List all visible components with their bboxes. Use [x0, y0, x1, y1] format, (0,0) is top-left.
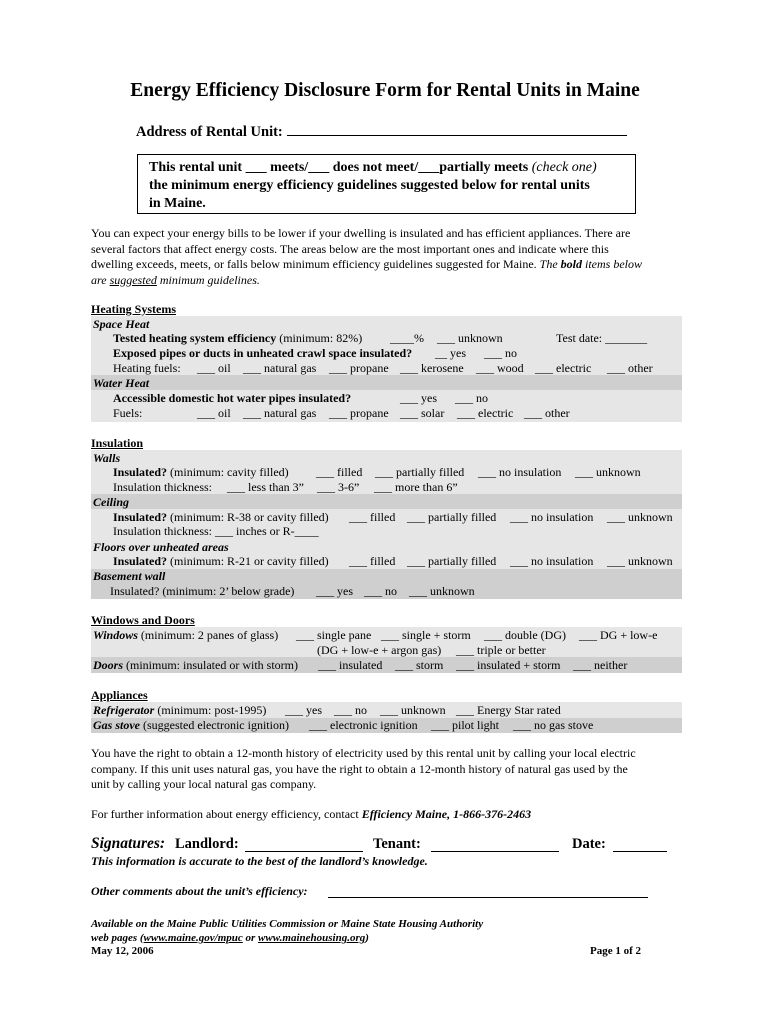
tested-efficiency-row: Tested heating system efficiency (minimum: 82%): [113, 331, 363, 345]
heating-header: Heating Systems: [91, 302, 176, 316]
gas-stove-row: Gas stove (suggested electronic ignition): [93, 718, 289, 732]
floors-label: Floors over unheated areas: [93, 540, 229, 554]
form-title: Energy Efficiency Disclosure Form for Rental Units in Maine: [130, 80, 640, 101]
water-heat-band: [91, 375, 682, 390]
fuel-kerosene[interactable]: ___ kerosene: [400, 361, 464, 375]
water-heat-label: Water Heat: [93, 376, 150, 390]
contact-line: For further information about energy efficiency, contact Efficiency Maine, 1-866-376-2463: [91, 807, 532, 821]
tenant-label: Tenant:: [373, 836, 421, 852]
comments-field[interactable]: [328, 884, 648, 898]
walls-insulated-row: Insulated? (minimum: cavity filled): [113, 465, 289, 479]
footer-web-pages: web pages (www.maine.gov/mpuc or www.mainehousing.org): [91, 932, 369, 944]
rights-paragraph: You have the right to obtain a 12-month history of electricity used by this rental unit by calling your local electric company. If this unit uses natural gas, you have the right to obtain a 12-month history of natural gas used by the unit by calling your local natural gas company.: [91, 746, 636, 791]
thick-more-6[interactable]: ___ more than 6”: [374, 480, 458, 494]
intro-paragraph: You can expect your energy bills to be lower if your dwelling is insulated and has efficient appliances. There are several factors that affect energy costs. The areas below are the most important ones and indicate where this dwelling exceeds, meets, or falls below minimum efficiency guidelines suggested for Maine. The bold items below are suggested minimum guidelines.: [91, 226, 643, 287]
heating-fuels-label: Heating fuels:: [113, 361, 181, 375]
floor-partially-filled[interactable]: ___ partially filled: [407, 554, 497, 568]
ceiling-band: [91, 494, 682, 509]
compliance-line-3: in Maine.: [149, 196, 206, 211]
tenant-signature-field[interactable]: [431, 838, 559, 852]
fridge-yes[interactable]: ___ yes: [285, 703, 322, 717]
basement-label: Basement wall: [93, 569, 166, 583]
water-fuels-label: Fuels:: [113, 406, 143, 420]
door-storm[interactable]: ___ storm: [395, 658, 444, 672]
ceil-partially-filled[interactable]: ___ partially filled: [407, 510, 497, 524]
door-insulated[interactable]: ___ insulated: [318, 658, 383, 672]
appliances-header: Appliances: [91, 688, 148, 702]
win-triple[interactable]: ___ triple or better: [456, 643, 546, 657]
fridge-energy-star[interactable]: ___ Energy Star rated: [456, 703, 561, 717]
wfuel-solar[interactable]: ___ solar: [400, 406, 445, 420]
door-insulated-storm[interactable]: ___ insulated + storm: [456, 658, 561, 672]
accuracy-statement: This information is accurate to the best of the landlord’s knowledge.: [91, 854, 428, 868]
wfuel-propane[interactable]: ___ propane: [329, 406, 389, 420]
gas-pilot[interactable]: ___ pilot light: [431, 718, 500, 732]
wfuel-electric[interactable]: ___ electric: [457, 406, 514, 420]
check-one-note: (check one): [528, 160, 597, 175]
fridge-no[interactable]: ___ no: [334, 703, 367, 717]
win-dg-lowe[interactable]: ___ DG + low-e: [579, 628, 658, 642]
page-number: Page 1 of 2: [590, 945, 642, 957]
windows-doors-header: Windows and Doors: [91, 613, 195, 627]
ceiling-insulated-row: Insulated? (minimum: R-38 or cavity filled): [113, 510, 329, 524]
date-field[interactable]: [613, 838, 667, 852]
landlord-label: Landlord:: [175, 836, 239, 852]
address-field[interactable]: [287, 121, 627, 136]
gas-none[interactable]: ___ no gas stove: [513, 718, 594, 732]
ceil-filled[interactable]: ___ filled: [349, 510, 396, 524]
fridge-row: Refrigerator (minimum: post-1995): [93, 703, 267, 717]
walls-filled[interactable]: ___ filled: [316, 465, 363, 479]
test-date[interactable]: Test date: _______: [556, 331, 648, 345]
fuel-propane[interactable]: ___ propane: [329, 361, 389, 375]
wfuel-natural-gas[interactable]: ___ natural gas: [243, 406, 317, 420]
ceil-unknown[interactable]: ___ unknown: [607, 510, 673, 524]
gas-electronic[interactable]: ___ electronic ignition: [309, 718, 418, 732]
fuel-other[interactable]: ___ other: [607, 361, 653, 375]
base-yes[interactable]: ___ yes: [316, 584, 353, 598]
win-single-pane[interactable]: ___ single pane: [296, 628, 372, 642]
water-yes[interactable]: ___ yes: [400, 391, 437, 405]
ceil-no-insulation[interactable]: ___ no insulation: [510, 510, 594, 524]
walls-partially-filled[interactable]: ___ partially filled: [375, 465, 465, 479]
floors-insulated-row: Insulated? (minimum: R-21 or cavity filled): [113, 554, 329, 568]
comments-label: Other comments about the unit’s efficiency:: [91, 884, 308, 898]
floor-unknown[interactable]: ___ unknown: [607, 554, 673, 568]
compliance-line-1: [149, 160, 597, 176]
compliance-options[interactable]: This rental unit ___ meets/___ does not meet/___partially meets: [149, 160, 529, 175]
ceil-thickness[interactable]: Insulation thickness: ___ inches or R-____: [113, 524, 319, 538]
fuel-natural-gas[interactable]: ___ natural gas: [243, 361, 317, 375]
fridge-unknown[interactable]: ___ unknown: [380, 703, 446, 717]
fuel-electric[interactable]: ___ electric: [535, 361, 592, 375]
water-no[interactable]: ___ no: [455, 391, 488, 405]
compliance-box: [137, 154, 636, 214]
walls-unknown[interactable]: ___ unknown: [575, 465, 641, 479]
ceiling-label: Ceiling: [93, 495, 130, 509]
exposed-pipes-label: Exposed pipes or ducts in unheated crawl space insulated?: [113, 346, 413, 360]
mainehousing-link[interactable]: www.mainehousing.org: [258, 932, 366, 944]
water-pipes-label: Accessible domestic hot water pipes insulated?: [113, 391, 352, 405]
signatures-row: [91, 835, 165, 853]
space-heat-label: Space Heat: [93, 317, 150, 331]
fuel-wood[interactable]: ___ wood: [476, 361, 524, 375]
base-unknown[interactable]: ___ unknown: [409, 584, 475, 598]
win-double[interactable]: ___ double (DG): [484, 628, 566, 642]
address-label: Address of Rental Unit:: [136, 124, 283, 140]
exposed-yes[interactable]: __ yes: [435, 346, 466, 360]
compliance-line-2: the minimum energy efficiency guidelines suggested below for rental units: [149, 178, 590, 193]
floor-filled[interactable]: ___ filled: [349, 554, 396, 568]
address-row: [136, 121, 627, 141]
footer-date: May 12, 2006: [91, 945, 154, 957]
thickness-label: Insulation thickness:: [113, 480, 212, 494]
door-neither[interactable]: ___ neither: [573, 658, 628, 672]
win-single-storm[interactable]: ___ single + storm: [381, 628, 471, 642]
walls-no-insulation[interactable]: ___ no insulation: [478, 465, 562, 479]
date-label: Date:: [572, 836, 606, 852]
landlord-signature-field[interactable]: [245, 838, 363, 852]
windows-row: Windows (minimum: 2 panes of glass): [93, 628, 279, 642]
efficiency-percent[interactable]: ____%: [390, 331, 424, 345]
basement-insulated: Insulated? (minimum: 2’ below grade): [110, 584, 295, 598]
wfuel-other[interactable]: ___ other: [524, 406, 570, 420]
wfuel-oil[interactable]: ___ oil: [197, 406, 231, 420]
exposed-no[interactable]: ___ no: [484, 346, 517, 360]
floor-no-insulation[interactable]: ___ no insulation: [510, 554, 594, 568]
signatures-label: Signatures:: [91, 835, 166, 852]
thick-3-6[interactable]: ___ 3-6”: [317, 480, 360, 494]
base-no[interactable]: ___ no: [364, 584, 397, 598]
walls-label: Walls: [93, 451, 121, 465]
doors-row: Doors (minimum: insulated or with storm): [93, 658, 298, 672]
efficiency-unknown[interactable]: ___ unknown: [437, 331, 503, 345]
insulation-header: Insulation: [91, 436, 144, 450]
fuel-oil[interactable]: ___ oil: [197, 361, 231, 375]
win-argon[interactable]: (DG + low-e + argon gas): [317, 643, 442, 657]
thick-less-3[interactable]: ___ less than 3”: [227, 480, 304, 494]
mpuc-link[interactable]: www.maine.gov/mpuc: [143, 932, 243, 944]
footer-availability: Available on the Maine Public Utilities Commission or Maine State Housing Authority: [91, 918, 484, 930]
